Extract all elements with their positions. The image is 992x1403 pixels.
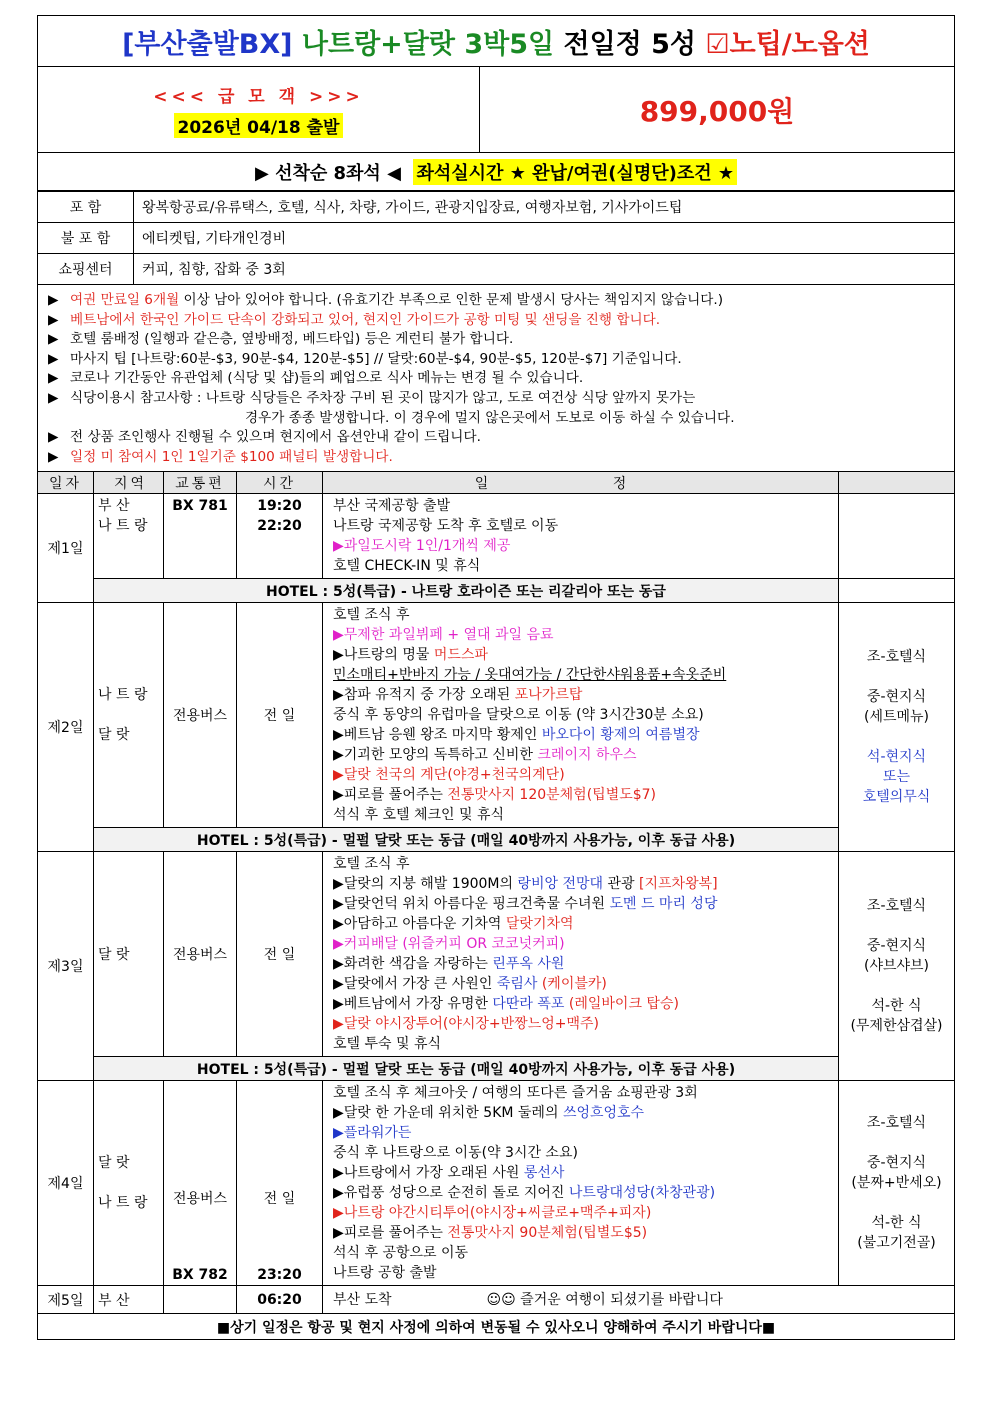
schedule-highlight: 달랏기차역 (505, 916, 574, 933)
header-row (37, 67, 955, 153)
schedule-line: 부산 국제공항 출발 (333, 498, 451, 515)
schedule-line: 민소매티+반바지 가능 / 옷대여가능 / 간단한샤워용품+속옷준비 (333, 667, 727, 684)
urgent-label: <<< 급 모 객 >>> (153, 86, 364, 107)
schedule-text: 관광 (603, 876, 640, 893)
meal-text: 중-현지식 (866, 1155, 927, 1172)
schedule-line: ▶커피배달 (위즐커피 OR 코코넛커피) (333, 936, 565, 953)
meal-text: 중-현지식 (866, 689, 927, 706)
day3-hotel: HOTEL : 5성(특급) - 멀펄 달랏 또는 동급 (매일 40방까지 사용가능, 이후 동급 사용) (94, 1057, 839, 1081)
title-schedule: 전일정 5성 (563, 28, 696, 60)
info-label: 쇼핑센터 (38, 254, 134, 285)
day5-row (38, 1286, 955, 1314)
time-text: 전 일 (263, 1191, 296, 1208)
schedule-line: 호텔 조식 후 체크아웃 / 여행의 또다른 즐거움 쇼핑관광 3회 (333, 1085, 698, 1102)
spacer (98, 705, 163, 725)
time-text: 19:20 (257, 498, 302, 515)
day4-label: 제4일 (38, 1081, 94, 1286)
day5-transport (164, 1286, 237, 1314)
seat-lead: ▶ 선착순 8좌석 ◀ (254, 162, 401, 184)
note-text: 코로나 기간동안 유관업체 (식당 및 샵)들의 폐업으로 식사 메뉴는 변경 될 수 있습니다. (70, 370, 584, 387)
header-area: 지역 (94, 472, 164, 494)
area-text: 달 랏 (98, 1155, 130, 1172)
meal-text: 석-현지식 (866, 749, 927, 766)
schedule-highlight: 포나가르탑 (514, 687, 583, 704)
day2-hotel: HOTEL : 5성(특급) - 멀펄 달랏 또는 동급 (매일 40방까지 사용가능, 이후 동급 사용) (94, 828, 839, 852)
meal-text: 조-호텔식 (866, 1115, 927, 1132)
meal-text: (분짜+반세오) (851, 1175, 942, 1192)
day2-schedule (323, 603, 839, 828)
note (48, 330, 954, 350)
schedule-line (333, 974, 828, 994)
schedule-line: ▶달랏 야시장투어(야시장+반짱느엉+맥주) (333, 1016, 599, 1033)
header-meal (839, 472, 955, 494)
meal-text: 중-현지식 (866, 938, 927, 955)
day5-area: 부 산 (94, 1286, 164, 1314)
note-red: 여권 만료일 6개월 (70, 292, 180, 308)
schedule-highlight: 린푸옥 사원 (492, 956, 565, 973)
schedule-line (333, 994, 828, 1014)
schedule-highlight: 도멘 드 마리 성당 (609, 896, 718, 913)
area-text: 나 트 랑 (98, 1195, 148, 1212)
day4-area (94, 1081, 164, 1286)
meal-text: (샤브샤브) (863, 958, 930, 975)
schedule-highlight: 바오다이 황제의 여름별장 (541, 727, 700, 744)
day3-row (38, 852, 955, 1057)
schedule-text: ☺☺ 즐거운 여행이 되셨기를 바랍니다 (486, 1291, 723, 1308)
day1-hotel: HOTEL : 5성(특급) - 나트랑 호라이즌 또는 리갈리아 또는 동급 (94, 579, 839, 603)
day2-meal (839, 603, 955, 852)
day2-hotel-row (38, 828, 955, 852)
day3-transport: 전용버스 (164, 852, 237, 1057)
schedule-line (333, 725, 828, 745)
schedule-line (333, 914, 828, 934)
spacer (839, 976, 954, 996)
info-label: 포 함 (38, 192, 134, 223)
seat-row (37, 153, 955, 191)
info-table (37, 191, 955, 285)
day5-time: 06:20 (237, 1286, 323, 1314)
note (48, 448, 954, 468)
arrow-icon: ▶ (48, 448, 59, 465)
schedule-highlight: 롱선사 (523, 1165, 565, 1182)
area-text: 달 랏 (98, 727, 130, 744)
price: 899,000원 (639, 94, 795, 128)
day3-area: 달 랏 (94, 852, 164, 1057)
schedule-line: 중식 후 나트랑으로 이동(약 3시간 소요) (333, 1145, 578, 1162)
header-time: 시간 (237, 472, 323, 494)
schedule-line: 호텔 투숙 및 휴식 (333, 1036, 442, 1053)
schedule-line (333, 1163, 828, 1183)
day3-schedule (323, 852, 839, 1057)
schedule-line: 호텔 조식 후 (333, 607, 410, 624)
schedule-text: ▶베트남에서 가장 유명한 (333, 996, 493, 1013)
schedule-line: 나트랑 공항 출발 (333, 1265, 437, 1282)
note-text: 마사지 팁 [나트랑:60분-$3, 90분-$4, 120분-$5] // 달랏:60분-$4, 90분-$5, 120분-$7] 기준입니다. (70, 350, 682, 367)
meal-text: 석-한 식 (871, 1215, 922, 1232)
schedule-highlight: 전통맛사지 120분체험(팁별도$7) (447, 787, 657, 804)
arrow-icon: ▶ (48, 311, 59, 328)
day5-label: 제5일 (38, 1286, 94, 1314)
schedule-line (333, 785, 828, 805)
spacer (839, 916, 954, 936)
info-row (38, 192, 955, 223)
day2-transport: 전용버스 (164, 603, 237, 828)
schedule-line (333, 894, 828, 914)
schedule-line (333, 685, 828, 705)
schedule-line (333, 954, 828, 974)
schedule-text: ▶화려한 색감을 자랑하는 (333, 956, 493, 973)
arrow-icon: ▶ (48, 429, 59, 446)
note-text: 호텔 룸배정 (일행과 같은층, 옆방배정, 베드타입) 등은 게런티 불가 합니다. (70, 331, 514, 348)
schedule-highlight: [지프차왕복] (639, 876, 718, 893)
day4-transport (164, 1081, 237, 1286)
area-text: 나 트 랑 (98, 518, 148, 535)
arrow-icon: ▶ (48, 350, 59, 367)
schedule-line: ▶달랏 천국의 계단(야경+천국의계단) (333, 767, 565, 784)
schedule-line: 중식 후 동양의 유럽마을 달랏으로 이동 (약 3시간30분 소요) (333, 707, 704, 724)
arrow-icon: ▶ (48, 292, 59, 308)
schedule-text: ▶달랏의 지붕 해발 1900M의 (333, 876, 518, 893)
note-text: 일정 미 참여시 1인 1일기준 $100 패널티 발생합니다. (70, 448, 393, 465)
title-tags: ☑노팁/노옵션 (705, 28, 870, 60)
meal-text: (무제한삼겹살) (850, 1018, 943, 1035)
meal-text: (불고기전골) (857, 1235, 936, 1252)
day1-row (38, 494, 955, 579)
meal-text: 조-호텔식 (866, 649, 927, 666)
schedule-line (333, 1183, 828, 1203)
time-text: 22:20 (257, 518, 302, 535)
schedule-highlight: (케이블카) (537, 976, 607, 993)
day2-row (38, 603, 955, 828)
day5-schedule (323, 1286, 955, 1314)
schedule-line: ▶나트랑 야간시티투어(야시장+씨클로+맥주+피자) (333, 1205, 652, 1222)
day4-time (237, 1081, 323, 1286)
schedule-text: ▶달랏 한 가운데 위치한 5KM 둘레의 (333, 1105, 563, 1122)
footer-row (38, 1314, 955, 1340)
departure-date: 2026년 04/18 출발 (174, 113, 344, 138)
day1-meal (839, 494, 955, 579)
day1-hotel-meal (839, 579, 955, 603)
schedule-text: ▶피로를 풀어주는 (333, 1225, 448, 1242)
note-text: 베트남에서 한국인 가이드 단속이 강화되고 있어, 현지인 가이드가 공항 미팅 및 샌딩을 진행 합니다. (70, 311, 661, 328)
schedule-line: ▶플라워가든 (333, 1125, 412, 1142)
title-product: 나트랑+달랏 3박5일 (301, 28, 555, 60)
schedule-highlight: 랑비앙 전망대 (517, 876, 604, 893)
day1-schedule (323, 494, 839, 579)
schedule-line: 석식 후 호텔 체크인 및 휴식 (333, 807, 505, 824)
note (48, 389, 954, 409)
header-schedule: 일 정 (323, 472, 839, 494)
meal-text: (세트메뉴) (863, 709, 930, 726)
spacer (839, 1193, 954, 1213)
schedule-text: ▶베트남 응웬 왕조 마지막 황제인 (333, 727, 542, 744)
note-text: 전 상품 조인행사 진행될 수 있으며 현지에서 옵션안내 같이 드립니다. (70, 429, 481, 446)
note: 경우가 종종 발생합니다. 이 경우에 멀지 않은곳에서 도보로 이동 하실 수 있습니다. (245, 409, 735, 426)
seat-conditions: 좌석실시간 ★ 완납/여권(실명단)조건 ★ (413, 159, 737, 185)
day3-time: 전 일 (237, 852, 323, 1057)
meal-text: 또는 (882, 769, 911, 786)
day2-time: 전 일 (237, 603, 323, 828)
schedule-line: 나트랑 국제공항 도착 후 호텔로 이동 (333, 518, 559, 535)
area-text: 나 트 랑 (98, 687, 148, 704)
footer-note: ■상기 일정은 항공 및 현지 사정에 의하여 변동될 수 있사오니 양해하여 주시기 바랍니다■ (38, 1314, 955, 1340)
title-bar (37, 15, 955, 67)
arrow-icon: ▶ (48, 370, 59, 387)
day3-hotel-row (38, 1057, 955, 1081)
day1-hotel-row (38, 579, 955, 603)
info-value: 에티켓팁, 기타개인경비 (134, 223, 955, 254)
spacer (839, 1133, 954, 1153)
schedule-line: 호텔 조식 후 (333, 856, 410, 873)
itinerary-header (38, 472, 955, 494)
day3-label: 제3일 (38, 852, 94, 1081)
day4-schedule (323, 1081, 839, 1286)
day4-row (38, 1081, 955, 1286)
day1-time (237, 494, 323, 579)
note-text: 이상 남아 있어야 합니다. (유효기간 부족으로 인한 문제 발생시 당사는 책임지지 않습니다.) (179, 292, 724, 308)
meal-text: 조-호텔식 (866, 898, 927, 915)
schedule-line (333, 1103, 828, 1123)
spacer (98, 1173, 163, 1193)
schedule-text: ▶달랏언덕 위치 아름다운 핑크건축물 수녀원 (333, 896, 610, 913)
schedule-text: ▶기괴한 모양의 독특하고 신비한 (333, 747, 538, 764)
schedule-text: ▶달랏에서 가장 큰 사원인 (333, 976, 497, 993)
schedule-line (333, 645, 828, 665)
info-value: 왕복항공료/유류택스, 호텔, 식사, 차량, 가이드, 관광지입장료, 여행자보험, 기사가이드팁 (134, 192, 955, 223)
title-origin: [부산출발BX] (122, 28, 293, 60)
schedule-highlight: (레일바이크 탑승) (564, 996, 679, 1013)
schedule-highlight: 크레이지 하우스 (537, 747, 637, 764)
schedule-highlight: 전통맛사지 90분체험(팁별도$5) (447, 1225, 648, 1242)
schedule-highlight: 다딴라 폭포 (492, 996, 565, 1013)
day1-area (94, 494, 164, 579)
info-row (38, 223, 955, 254)
meal-text: 호텔의무식 (862, 789, 931, 806)
schedule-text: ▶아담하고 아름다운 기차역 (333, 916, 506, 933)
schedule-text: ▶피로를 풀어주는 (333, 787, 448, 804)
day1-label: 제1일 (38, 494, 94, 603)
note (48, 350, 954, 370)
header-day: 일자 (38, 472, 94, 494)
header-transport: 교통편 (164, 472, 237, 494)
note-text: 식당이용시 참고사항 : 나트랑 식당들은 주차장 구비 된 곳이 많지가 않고, 도로 여건상 식당 앞까지 못가는 (70, 389, 696, 406)
schedule-line (333, 874, 828, 894)
spacer (839, 727, 954, 747)
schedule-text: 부산 도착 (333, 1291, 392, 1308)
info-row (38, 254, 955, 285)
info-value: 커피, 침향, 잡화 중 3회 (134, 254, 955, 285)
schedule-highlight: 쓰엉흐엉호수 (562, 1105, 645, 1122)
day2-area (94, 603, 164, 828)
schedule-line (333, 745, 828, 765)
schedule-highlight: 머드스파 (433, 647, 488, 664)
note (48, 369, 954, 389)
info-label: 불 포 함 (38, 223, 134, 254)
spacer (839, 667, 954, 687)
itinerary-table (37, 471, 955, 1340)
schedule-line: 호텔 CHECK-IN 및 휴식 (333, 558, 481, 575)
transport-text: BX 782 (172, 1267, 228, 1284)
schedule-line: ▶과일도시락 1인/1개씩 제공 (333, 538, 511, 555)
schedule-text: ▶나트랑에서 가장 오래된 사원 (333, 1165, 524, 1182)
schedule-line: 석식 후 공항으로 이동 (333, 1245, 469, 1262)
arrow-icon: ▶ (48, 389, 59, 406)
arrow-icon: ▶ (48, 331, 59, 348)
schedule-line (333, 1223, 828, 1243)
day4-meal (839, 1081, 955, 1286)
schedule-line: ▶무제한 과일뷔페 + 열대 과일 음료 (333, 627, 554, 644)
day2-label: 제2일 (38, 603, 94, 852)
transport-text: 전용버스 (172, 1191, 228, 1208)
note (48, 311, 954, 331)
header-left (38, 67, 480, 152)
time-text: 23:20 (257, 1267, 302, 1284)
schedule-text: ▶참파 유적지 중 가장 오래된 (333, 687, 515, 704)
notes (37, 285, 955, 471)
schedule-highlight: 죽림사 (496, 976, 538, 993)
day3-meal (839, 852, 955, 1081)
tour-document (37, 15, 955, 1340)
schedule-highlight: 나트랑대성당(차창관광) (568, 1185, 716, 1202)
schedule-text: ▶유럽풍 성당으로 순전히 돌로 지어진 (333, 1185, 569, 1202)
note (48, 291, 954, 311)
note (48, 428, 954, 448)
area-text: 부 산 (98, 498, 130, 515)
meal-text: 석-한 식 (871, 998, 922, 1015)
day1-transport: BX 781 (164, 494, 237, 579)
schedule-text: ▶나트랑의 명물 (333, 647, 434, 664)
